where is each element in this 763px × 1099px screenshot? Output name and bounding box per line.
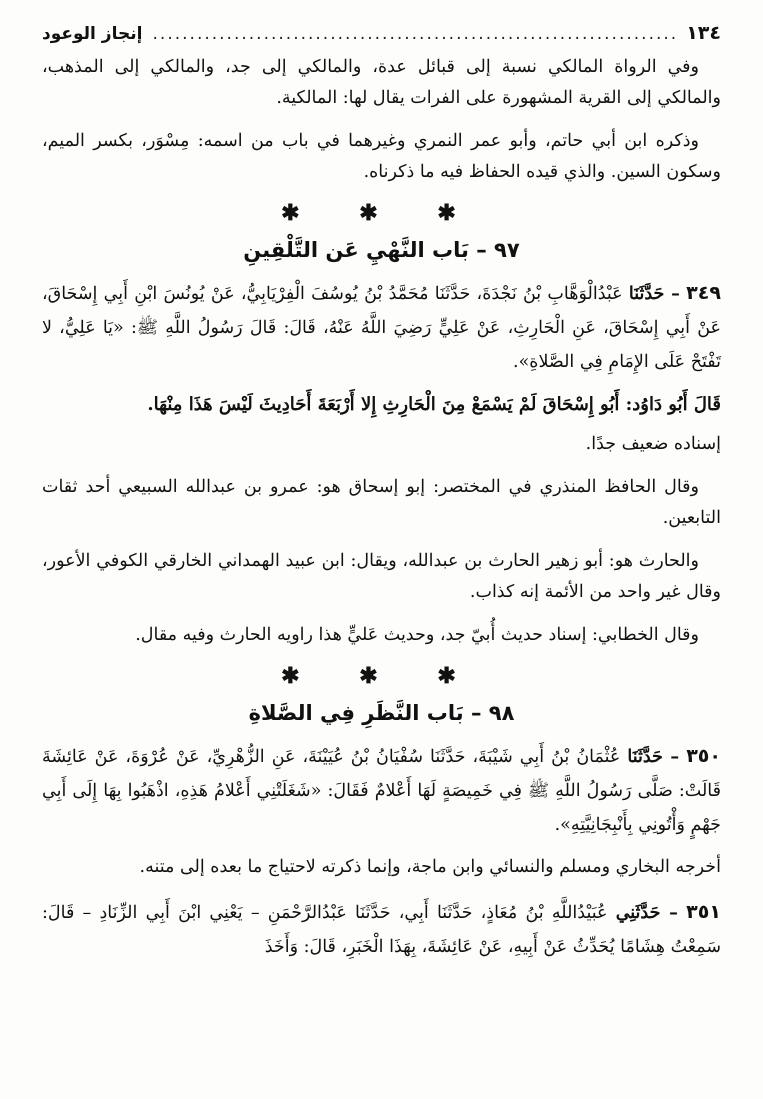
page-number: ١٣٤ [686, 22, 721, 44]
commentary-paragraph: وقال الخطابي: إسناد حديث أُبيّ جد، وحديث عَليٍّ هذا راويه الحارث وفيه مقال. [135, 625, 699, 645]
hadith-lead: – حَدَّثَنَا [628, 284, 680, 304]
star-icon: ✱ [437, 200, 482, 226]
hadith-lead: – حَدَّثَنِي [615, 903, 678, 923]
hadith-body: عَبْدُالْوَهَّابِ بْنُ نَجْدَةَ، حَدَّثَنَا مُحَمَّدُ بْنُ يُوسُفَ الْفِرْيَابِيُّ، عَنْ يُونُسَ ابْنِ أَبِي إِسْحَاقَ، عَنْ أَبِي إِسْحَاقَ، عَنِ الْحَارِثِ، عَنْ عَلِيٍّ رَضِيَ اللَّهُ عَنْهُ، قَالَ: قَالَ رَسُولُ اللَّهِ ﷺ: «يَا عَلِيُّ، لا تَفْتَحْ عَلَى الإِمَامِ فِي الصَّلاةِ». [42, 284, 721, 372]
section-divider [42, 663, 721, 689]
hadith-number: ٣٥١ [686, 901, 721, 923]
commentary-paragraph: وذكره ابن أبي حاتم، وأبو عمر النمري وغيرهما في باب من اسمه: مِسْوَر، بكسر الميم، وسكون السين. والذي قيده الحفاظ فيه ما ذكرناه. [42, 131, 721, 182]
star-icon: ✱ [359, 663, 404, 689]
commentary-paragraph: إسناده ضعيف جدًا. [585, 434, 721, 454]
running-header [42, 22, 721, 52]
header-leader-dots [150, 24, 678, 44]
star-icon: ✱ [281, 663, 326, 689]
commentary-paragraph: أخرجه البخاري ومسلم والنسائي وابن ماجة، وإنما ذكرته لاحتياج ما بعده إلى متنه. [139, 857, 721, 877]
hadith-body: عُبَيْدُاللَّهِ بْنُ مُعَاذٍ، حَدَّثَنَا أَبِي، حَدَّثَنَا عَبْدُالرَّحْمَنِ – يَعْنِي ابْنَ أَبِي الزِّنَادِ – قَالَ: سَمِعْتُ هِشَامًا يُحَدِّثُ عَنْ أَبِيهِ، عَنْ عَائِشَةَ، بِهَذَا الْخَبَرِ، قَالَ: وَأَخَذَ [42, 903, 721, 957]
chapter-heading: ٩٨ – بَاب النَّظَرِ فِي الصَّلاةِ [248, 701, 515, 725]
chapter-heading: ٩٧ – بَاب النَّهْيِ عَن التَّلْقِينِ [243, 238, 520, 262]
commentary-paragraph: وفي الرواة المالكي نسبة إلى قبائل عدة، والمالكي إلى جد، والمالكي إلى المذهب، والمالكي إلى القرية المشهورة على الفرات يقال لها: المالكية. [42, 57, 721, 108]
star-icon: ✱ [281, 200, 326, 226]
commentary-paragraph: والحارث هو: أبو زهير الحارث بن عبدالله، ويقال: ابن عبيد الهمداني الخارقي الكوفي الأعور، وقال غير واحد من الأئمة إنه كذاب. [42, 551, 721, 602]
hadith-text [42, 276, 721, 379]
hadith-lead: – حَدَّثَنَا [627, 747, 680, 767]
book-title: إنجاز الوعود [42, 24, 143, 44]
star-icon: ✱ [359, 200, 404, 226]
hadith-text [42, 895, 721, 964]
hadith-number: ٣٥٠ [686, 745, 721, 767]
hadith-text [42, 739, 721, 842]
hadith-body: عُثْمَانُ بْنُ أَبِي شَيْبَةَ، حَدَّثَنَا سُفْيَانُ بْنُ عُيَيْنَةَ، عَنِ الزُّهْرِيِّ، عَنْ عُرْوَةَ، عَنْ عَائِشَةَ قَالَتْ: صَلَّى رَسُولُ اللَّهِ ﷺ فِي خَمِيصَةٍ لَهَا أَعْلامٌ فَقَالَ: «شَغَلَتْنِي أَعْلامُ هَذِهِ، اذْهَبُوا بِهَا إِلَى أَبِي جَهْمٍ وَأْتُونِي بِأَنْبِجَانِيَّتِهِ». [42, 747, 721, 835]
star-icon: ✱ [437, 663, 482, 689]
abu-dawud-remark: قَالَ أَبُو دَاوُد: أَبُو إِسْحَاقَ لَمْ يَسْمَعْ مِنَ الْحَارِثِ إِلا أَرْبَعَةَ أَحَادِيثَ لَيْسَ هَذَا مِنْهَا. [147, 394, 721, 415]
hadith-number: ٣٤٩ [686, 282, 721, 304]
commentary-paragraph: وقال الحافظ المنذري في المختصر: إبو إسحاق هو: عمرو بن عبدالله السبيعي أحد ثقات التابعين. [42, 477, 721, 528]
section-divider [42, 200, 721, 226]
